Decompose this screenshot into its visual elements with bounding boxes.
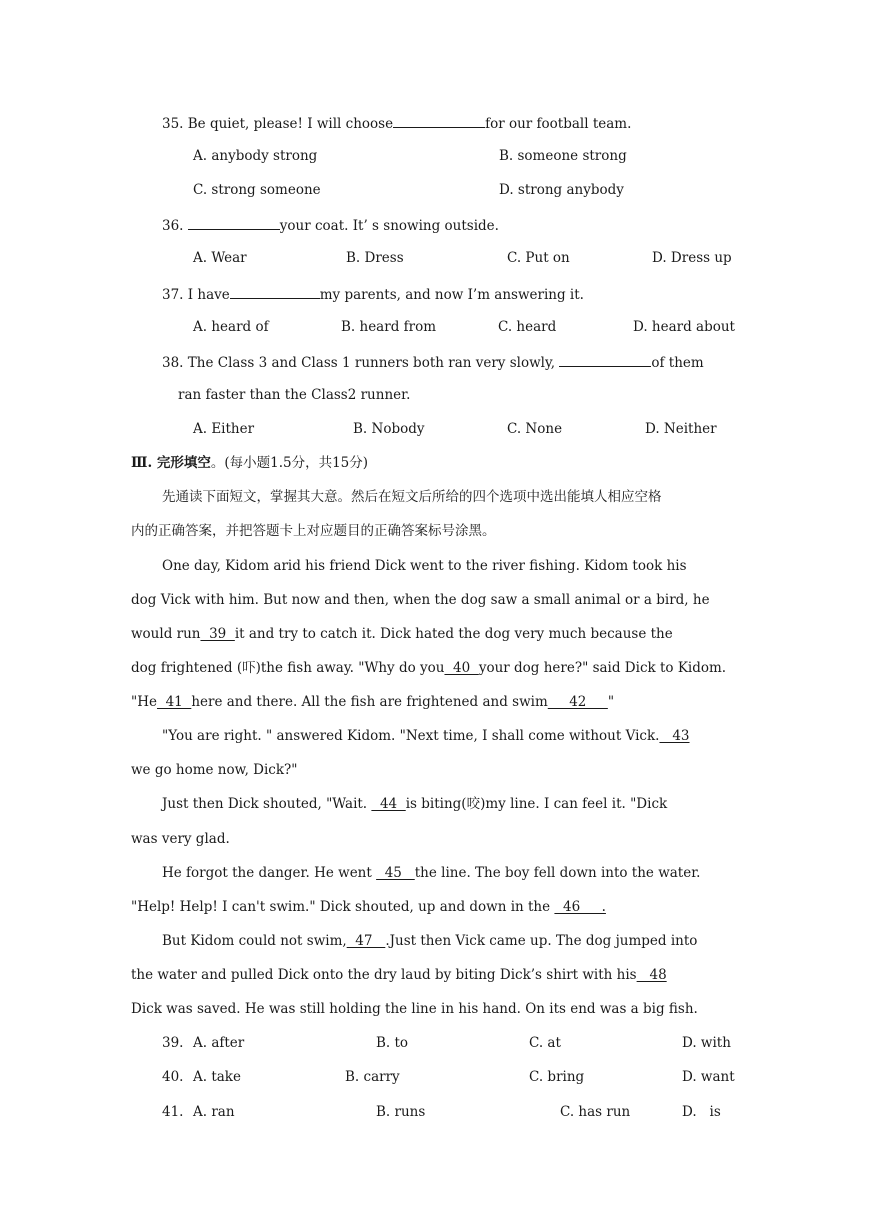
q37-option-a: A. heard of xyxy=(193,319,269,335)
blank-43: 43 xyxy=(659,728,690,744)
question-36 xyxy=(162,214,499,236)
question-37 xyxy=(162,283,584,305)
q37-option-c: C. heard xyxy=(498,319,557,335)
passage-text: your dog here?" said Dick to Kidom. xyxy=(478,660,727,676)
q36-number: 36. xyxy=(162,218,184,234)
q39-option-d: D. with xyxy=(682,1035,731,1051)
passage-line-11 xyxy=(131,897,606,917)
q35-text-end: for our football team. xyxy=(485,116,632,132)
q35-option-b: B. someone strong xyxy=(499,148,627,164)
q38-text: 38. The Class 3 and Class 1 runners both ran very slowly, xyxy=(162,355,556,371)
q39-option-c: C. at xyxy=(529,1035,561,1051)
section-3-title: Ⅲ. 完形填空 xyxy=(131,455,211,471)
blank-39: 39 xyxy=(200,626,235,642)
passage-text: But Kidom could not swim, xyxy=(162,933,347,949)
passage-line-13 xyxy=(131,965,667,985)
q35-blank xyxy=(393,112,485,128)
q38-option-d: D. Neither xyxy=(645,421,717,437)
q36-option-a: A. Wear xyxy=(193,250,247,266)
passage-line-10 xyxy=(162,863,700,883)
q40-option-c: C. bring xyxy=(529,1069,585,1085)
blank-46: 46 . xyxy=(554,899,606,915)
passage-text: the line. The boy fell down into the water. xyxy=(414,865,701,881)
blank-48: 48 xyxy=(636,967,667,983)
q37-text: 37. I have xyxy=(162,287,230,303)
passage-line-12 xyxy=(162,931,697,951)
q40-number: 40. xyxy=(162,1069,184,1085)
section-3-instructions-1: 先通读下面短文，掌握其大意。然后在短文后所给的四个选项中选出能填人相应空格 xyxy=(162,489,662,505)
q39-option-a: A. after xyxy=(193,1035,245,1051)
passage-text: the water and pulled Dick onto the dry laud by biting Dick’s shirt with his xyxy=(131,967,637,983)
q38-text-end: of them xyxy=(651,355,704,371)
passage-line-2: dog Vick with him. But now and then, when the dog saw a small animal or a bird, he xyxy=(131,592,710,608)
q40-option-d: D. want xyxy=(682,1069,735,1085)
blank-45: 45 xyxy=(376,865,415,881)
blank-47: 47 xyxy=(346,933,386,949)
blank-44: 44 xyxy=(371,796,406,812)
passage-text: "You are right. " answered Kidom. "Next time, I shall come without Vick. xyxy=(162,728,660,744)
section-3-score: 。(每小题1.5分，共15分) xyxy=(210,455,369,471)
q35-option-d: D. strong anybody xyxy=(499,182,624,198)
passage-text: "Help! Help! I can't swim." Dick shouted, up and down in the xyxy=(131,899,555,915)
passage-line-9: was very glad. xyxy=(131,831,230,847)
q38-option-c: C. None xyxy=(507,421,563,437)
passage-text: "He xyxy=(131,694,157,710)
passage-line-3 xyxy=(131,624,673,644)
section-3-heading xyxy=(131,453,368,473)
q37-blank xyxy=(230,283,320,299)
passage-text: it and try to catch it. Dick hated the dog very much because the xyxy=(234,626,673,642)
q36-text: your coat. It’ s snowing outside. xyxy=(279,218,499,234)
passage-text: Just then Dick shouted, "Wait. xyxy=(162,796,372,812)
blank-40: 40 xyxy=(444,660,479,676)
question-35 xyxy=(162,112,631,134)
q38-blank xyxy=(559,351,651,367)
passage-text: is biting(咬)my line. I can feel it. "Dick xyxy=(405,796,668,812)
section-3-instructions-2: 内的正确答案，并把答题卡上对应题目的正确答案标号涂黑。 xyxy=(131,523,496,539)
passage-line-7: we go home now, Dick?" xyxy=(131,762,298,778)
passage-text: would run xyxy=(131,626,201,642)
passage-line-14: Dick was saved. He was still holding the line in his hand. On its end was a big fish. xyxy=(131,1001,698,1017)
q41-option-a: A. ran xyxy=(193,1104,235,1120)
passage-line-4 xyxy=(131,658,726,678)
q37-option-b: B. heard from xyxy=(341,319,437,335)
q41-option-b: B. runs xyxy=(376,1104,426,1120)
q38-text-line2: ran faster than the Class2 runner. xyxy=(178,387,411,403)
passage-line-6 xyxy=(162,726,690,746)
q36-option-b: B. Dress xyxy=(346,250,404,266)
blank-42: 42 xyxy=(547,694,608,710)
blank-41: 41 xyxy=(156,694,192,710)
passage-text: " xyxy=(607,694,615,710)
q38-option-a: A. Either xyxy=(193,421,255,437)
q39-option-b: B. to xyxy=(376,1035,409,1051)
passage-text: here and there. All the fish are frightened and swim xyxy=(191,694,548,710)
q41-option-d: D. is xyxy=(682,1104,721,1120)
q40-option-a: A. take xyxy=(193,1069,241,1085)
q35-option-a: A. anybody strong xyxy=(193,148,318,164)
passage-text: .Just then Vick came up. The dog jumped into xyxy=(385,933,698,949)
passage-line-8 xyxy=(162,794,667,814)
question-38 xyxy=(162,351,704,373)
q37-option-d: D. heard about xyxy=(633,319,735,335)
passage-text: dog frightened (吓)the fish away. "Why do you xyxy=(131,660,445,676)
passage-text: He forgot the danger. He went xyxy=(162,865,377,881)
q35-text: 35. Be quiet, please! I will choose xyxy=(162,116,394,132)
q36-blank xyxy=(188,214,280,230)
q39-number: 39. xyxy=(162,1035,184,1051)
passage-line-1: One day, Kidom arid his friend Dick went to the river fishing. Kidom took his xyxy=(162,558,687,574)
q41-number: 41. xyxy=(162,1104,184,1120)
passage-line-5 xyxy=(131,692,614,712)
q40-option-b: B. carry xyxy=(345,1069,400,1085)
q36-option-d: D. Dress up xyxy=(652,250,732,266)
q37-text-end: my parents, and now I’m answering it. xyxy=(319,287,584,303)
q38-option-b: B. Nobody xyxy=(353,421,425,437)
q36-option-c: C. Put on xyxy=(507,250,570,266)
q41-option-c: C. has run xyxy=(560,1104,631,1120)
q35-option-c: C. strong someone xyxy=(193,182,321,198)
